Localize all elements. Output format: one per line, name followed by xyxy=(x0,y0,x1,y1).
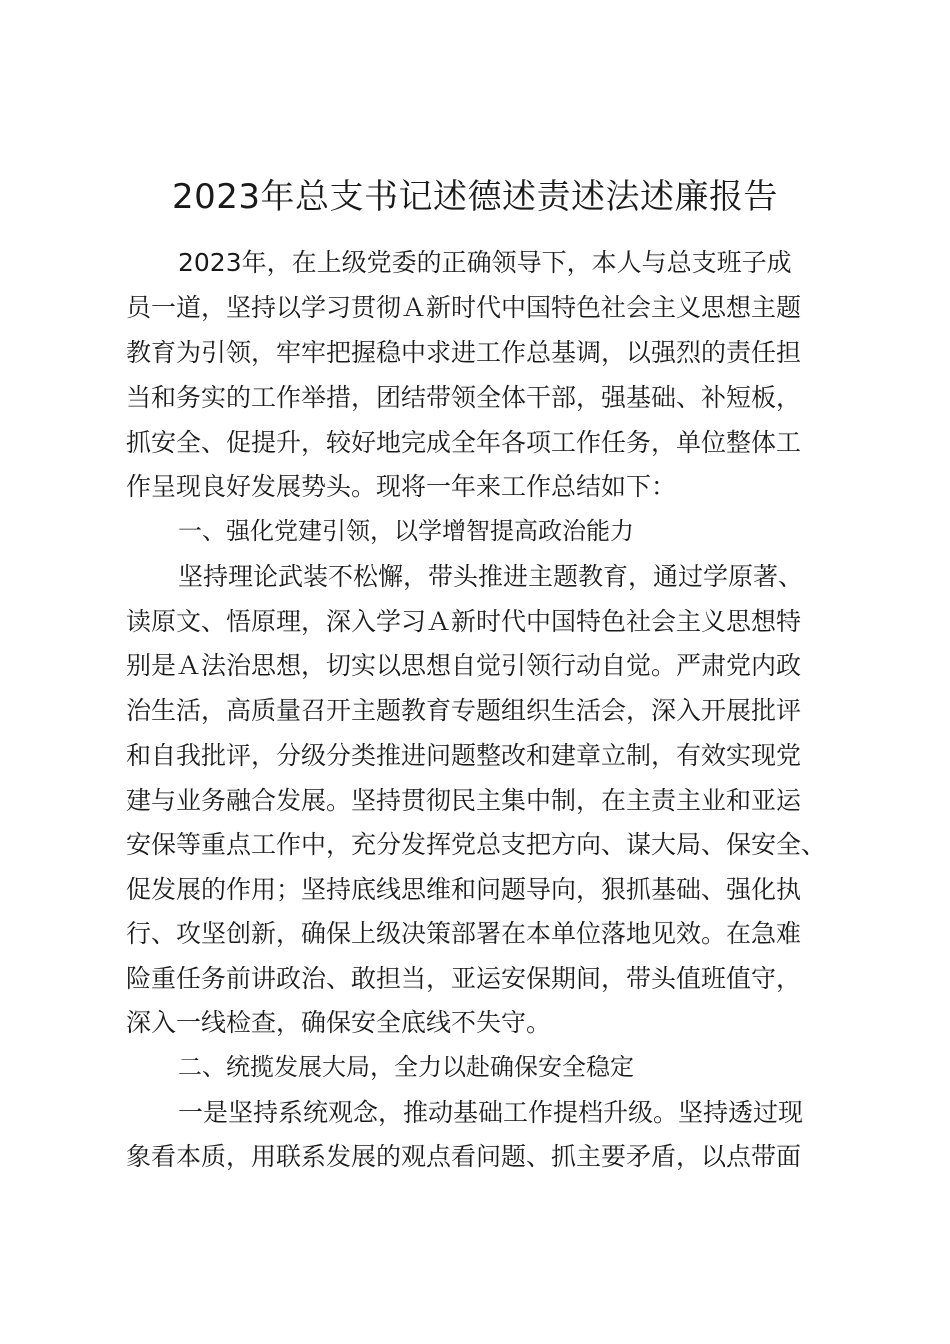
paragraph-line: 教育为引领，牢牢把握稳中求进工作总基调，以强烈的责任担 xyxy=(126,338,802,367)
document-title: 2023年总支书记述德述责述法述廉报告 xyxy=(171,177,779,217)
paragraph-line: 别是Ａ法治思想，切实以思想自觉引领行动自觉。严肃党内政 xyxy=(126,651,802,680)
paragraph-line: 安保等重点工作中，充分发挥党总支把方向、谋大局、保安全、 xyxy=(126,830,827,859)
section-heading-1: 一、强化党建引领，以学增智提高政治能力 xyxy=(178,517,634,545)
paragraph-line: 促发展的作用；坚持底线思维和问题导向，狠抓基础、强化执 xyxy=(126,875,802,904)
section-heading-2: 二、统揽发展大局，全力以赴确保安全稳定 xyxy=(178,1053,634,1081)
paragraph-line: 作呈现良好发展势头。现将一年来工作总结如下： xyxy=(126,472,677,501)
paragraph-line: 抓安全、促提升，较好地完成全年各项工作任务，单位整体工 xyxy=(126,428,802,457)
paragraph-line: 深入一线检查，确保安全底线不失守。 xyxy=(126,1008,552,1037)
paragraph-line: 险重任务前讲政治、敢担当，亚运安保期间，带头值班值守， xyxy=(126,964,802,993)
paragraph-line: 2023年，在上级党委的正确领导下，本人与总支班子成 xyxy=(178,248,792,277)
paragraph-line: 建与业务融合发展。坚持贯彻民主集中制，在主责主业和亚运 xyxy=(126,786,802,815)
paragraph-line: 坚持理论武装不松懈，带头推进主题教育，通过学原著、 xyxy=(178,562,804,591)
paragraph-line: 象看本质，用联系发展的观点看问题、抓主要矛盾，以点带面 xyxy=(126,1142,802,1171)
paragraph-line: 治生活，高质量召开主题教育专题组织生活会，深入开展批评 xyxy=(126,696,802,725)
paragraph-line: 一是坚持系统观念，推动基础工作提档升级。坚持透过现 xyxy=(178,1098,804,1127)
paragraph-line: 当和务实的工作举措，团结带领全体干部，强基础、补短板， xyxy=(126,383,802,412)
paragraph-line: 员一道，坚持以学习贯彻Ａ新时代中国特色社会主义思想主题 xyxy=(126,293,802,322)
paragraph-line: 和自我批评，分级分类推进问题整改和建章立制，有效实现党 xyxy=(126,741,802,770)
paragraph-line: 读原文、悟原理，深入学习Ａ新时代中国特色社会主义思想特 xyxy=(126,607,802,636)
paragraph-line: 行、攻坚创新，确保上级决策部署在本单位落地见效。在急难 xyxy=(126,919,802,948)
